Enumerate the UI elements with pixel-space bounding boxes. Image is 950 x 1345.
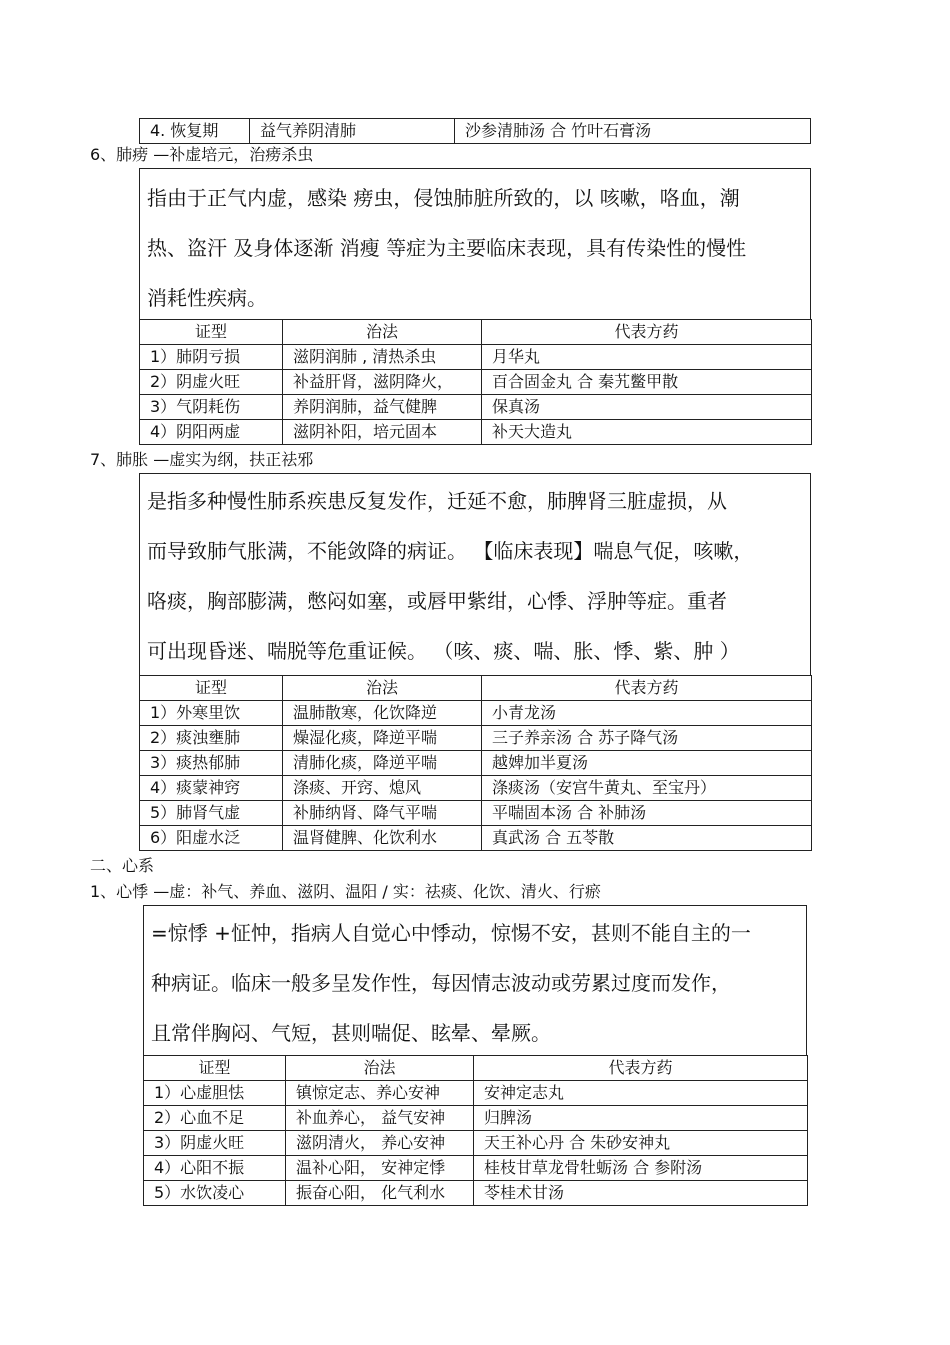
table-cell: 保真汤: [482, 395, 812, 420]
table-row: [140, 776, 812, 801]
prev-table: [139, 118, 811, 144]
table-cell: 天王补心丹 合 朱砂安神丸: [474, 1131, 808, 1156]
column-header: 证型: [144, 1056, 286, 1081]
table-row: [140, 345, 812, 370]
table-cell: 越婢加半夏汤: [482, 751, 812, 776]
table-row: [144, 1131, 808, 1156]
table-cell: 1）肺阴亏损: [140, 345, 283, 370]
table-cell: 补天大造丸: [482, 420, 812, 445]
column-header: 代表方药: [482, 676, 812, 701]
description-line: 而导致肺气胀满，不能敛降的病证。 【临床表现】喘息气促，咳嗽，: [147, 539, 754, 563]
table-row: [140, 395, 812, 420]
table-cell: 5）肺肾气虚: [140, 801, 283, 826]
section-heading: 1、心悸 —虚：补气、养血、滋阴、温阳 / 实：祛痰、化饮、清火、行瘀: [90, 882, 601, 901]
table-cell: 温肺散寒，化饮降逆: [283, 701, 482, 726]
description-box: [139, 473, 811, 676]
table-cell: 1）外寒里饮: [140, 701, 283, 726]
table-cell: 滋阴补阳，培元固本: [283, 420, 482, 445]
description-box: [143, 905, 807, 1056]
description-line: 热、盗汗 及身体逐渐 消瘦 等症为主要临床表现，具有传染性的慢性: [147, 236, 747, 260]
table-cell: 平喘固本汤 合 补肺汤: [482, 801, 812, 826]
table-cell: 清肺化痰，降逆平喘: [283, 751, 482, 776]
table-cell: 桂枝甘草龙骨牡蛎汤 合 参附汤: [474, 1156, 808, 1181]
table-cell: 归脾汤: [474, 1106, 808, 1131]
table-cell: 6）阳虚水泛: [140, 826, 283, 851]
table-cell: 小青龙汤: [482, 701, 812, 726]
table-row: [140, 801, 812, 826]
table-cell: 补肺纳肾、降气平喘: [283, 801, 482, 826]
table-cell: 沙参清肺汤 合 竹叶石膏汤: [455, 119, 811, 144]
table-cell: 镇惊定志、养心安神: [286, 1081, 474, 1106]
section-heading: 7、肺胀 —虚实为纲，扶正祛邪: [90, 450, 314, 469]
table-cell: 百合固金丸 合 秦艽鳖甲散: [482, 370, 812, 395]
table-cell: 4）心阳不振: [144, 1156, 286, 1181]
table-cell: 3）气阴耗伤: [140, 395, 283, 420]
table-cell: 1）心虚胆怯: [144, 1081, 286, 1106]
description-line: 消耗性疾病。: [147, 286, 267, 310]
column-header: 治法: [283, 676, 482, 701]
description-line: 种病证。临床一般多呈发作性，每因情志波动或劳累过度而发作，: [151, 971, 731, 995]
table-cell: 2）心血不足: [144, 1106, 286, 1131]
table-row: [140, 420, 812, 445]
table-row: [140, 370, 812, 395]
column-header: 代表方药: [474, 1056, 808, 1081]
table-cell: 涤痰汤（安宫牛黄丸、至宝丹）: [482, 776, 812, 801]
table-cell: 3）阴虚火旺: [144, 1131, 286, 1156]
table-cell: 月华丸: [482, 345, 812, 370]
table-cell: 养阴润肺，益气健脾: [283, 395, 482, 420]
table-cell: 2）阴虚火旺: [140, 370, 283, 395]
description-line: 且常伴胸闷、气短，甚则喘促、眩晕、晕厥。: [151, 1021, 551, 1045]
description-line: 是指多种慢性肺系疾患反复发作，迁延不愈，肺脾肾三脏虚损，从: [147, 489, 727, 513]
table-cell: 补血养心， 益气安神: [286, 1106, 474, 1131]
section-heading: 6、肺痨 —补虚培元，治痨杀虫: [90, 145, 314, 164]
table-cell: 振奋心阳， 化气利水: [286, 1181, 474, 1206]
table-row: [140, 751, 812, 776]
table-cell: 安神定志丸: [474, 1081, 808, 1106]
column-header: 证型: [140, 676, 283, 701]
table-cell: 三子养亲汤 合 苏子降气汤: [482, 726, 812, 751]
table-cell: 真武汤 合 五苓散: [482, 826, 812, 851]
table-cell: 温补心阳， 安神定悸: [286, 1156, 474, 1181]
table-row: [140, 119, 811, 144]
column-header: 代表方药: [482, 320, 812, 345]
table-row: [144, 1156, 808, 1181]
table-cell: 滋阴清火， 养心安神: [286, 1131, 474, 1156]
table-cell: 4. 恢复期: [140, 119, 250, 144]
description-line: =惊悸 +怔忡，指病人自觉心中悸动，惊惕不安，甚则不能自主的一: [151, 921, 751, 945]
table-cell: 滋阴润肺 , 清热杀虫: [283, 345, 482, 370]
syndrome-table: [139, 319, 812, 445]
table-cell: 2）痰浊壅肺: [140, 726, 283, 751]
syndrome-table: [139, 675, 812, 851]
description-box: [139, 168, 811, 320]
table-header-row: [140, 320, 812, 345]
table-cell: 4）痰蒙神窍: [140, 776, 283, 801]
table-row: [140, 726, 812, 751]
table-row: [144, 1181, 808, 1206]
table-cell: 苓桂术甘汤: [474, 1181, 808, 1206]
table-cell: 4）阴阳两虚: [140, 420, 283, 445]
table-row: [140, 701, 812, 726]
column-header: 治法: [283, 320, 482, 345]
description-line: 指由于正气内虚，感染 痨虫，侵蚀肺脏所致的，以 咳嗽，咯血，潮: [147, 186, 740, 210]
table-header-row: [144, 1056, 808, 1081]
table-row: [144, 1081, 808, 1106]
table-cell: 涤痰、开窍、熄风: [283, 776, 482, 801]
table-cell: 补益肝肾，滋阴降火，: [283, 370, 482, 395]
description-line: 可出现昏迷、喘脱等危重证候。 （咳、痰、喘、胀、悸、紫、肿 ）: [147, 639, 740, 663]
table-row: [140, 826, 812, 851]
table-cell: 燥湿化痰，降逆平喘: [283, 726, 482, 751]
syndrome-table: [143, 1055, 808, 1206]
table-cell: 3）痰热郁肺: [140, 751, 283, 776]
table-header-row: [140, 676, 812, 701]
table-cell: 5）水饮凌心: [144, 1181, 286, 1206]
table-row: [144, 1106, 808, 1131]
column-header: 证型: [140, 320, 283, 345]
table-cell: 温肾健脾、化饮利水: [283, 826, 482, 851]
part-heading: 二、心系: [90, 856, 155, 875]
table-cell: 益气养阴清肺: [250, 119, 455, 144]
description-line: 咯痰，胸部膨满，憋闷如塞，或唇甲紫绀，心悸、浮肿等症。重者: [147, 589, 727, 613]
column-header: 治法: [286, 1056, 474, 1081]
